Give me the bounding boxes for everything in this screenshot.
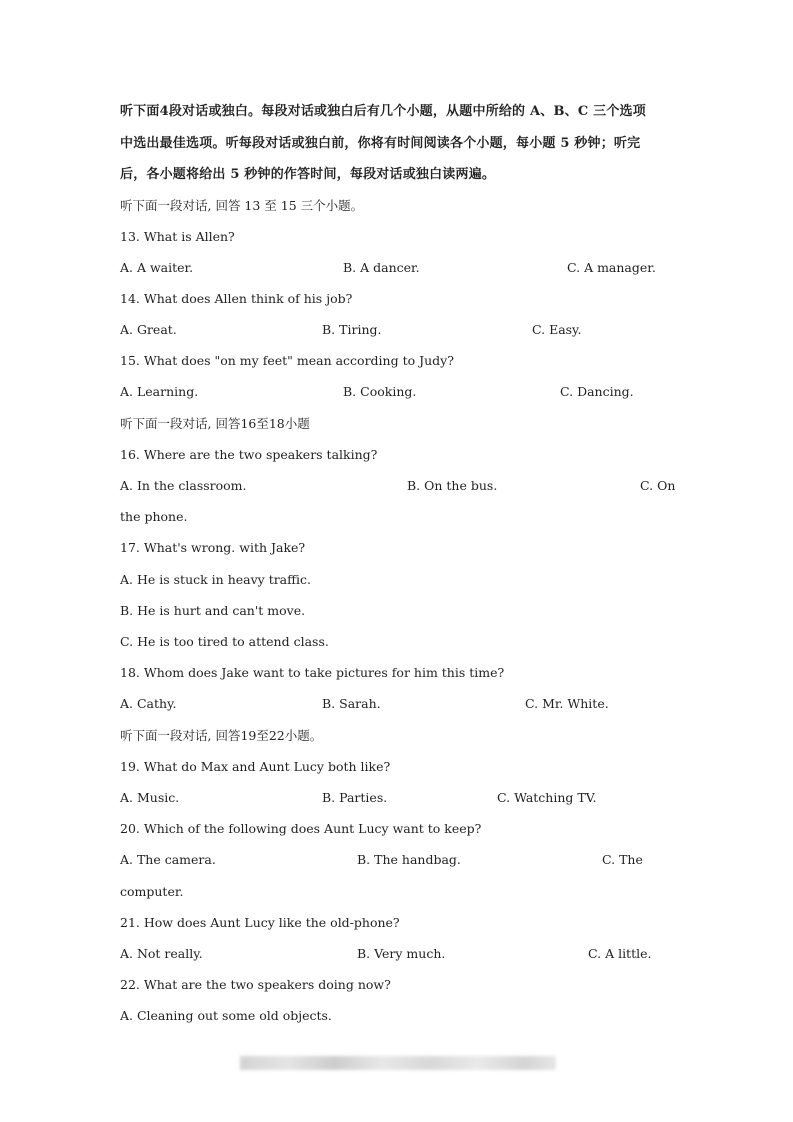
question-16-stem: 16. Where are the two speakers talking? [120,447,378,462]
question-14-stem: 14. What does Allen think of his job? [120,291,353,306]
question-13-option-b: B. A dancer. [343,260,420,275]
question-18-option-b: B. Sarah. [322,696,381,711]
question-16-option-a: A. In the classroom. [120,478,247,493]
section-2-intro: 听下面一段对话, 回答16至18小题 [120,416,310,431]
instructions-line-2: 中选出最佳选项。听每段对话或独白前，你将有时间阅读各个小题，每小题 5 秒钟；听完 [120,136,641,151]
question-17-option-b: B. He is hurt and can't move. [120,603,306,618]
question-20-stem: 20. Which of the following does Aunt Lucy want to keep? [120,821,482,836]
question-20-option-c-continued: computer. [120,884,184,899]
question-21-stem: 21. How does Aunt Lucy like the old-phone? [120,915,400,930]
question-17-option-c: C. He is too tired to attend class. [120,634,329,649]
question-15-stem: 15. What does "on my feet" mean according to Judy? [120,353,454,368]
section-3-intro: 听下面一段对话, 回答19至22小题。 [120,728,323,743]
question-15-option-b: B. Cooking. [343,384,417,399]
question-18-stem: 18. Whom does Jake want to take pictures for him this time? [120,665,505,680]
question-16-option-c-continued: the phone. [120,509,188,524]
question-13-option-a: A. A waiter. [120,260,194,275]
question-22-option-a: A. Cleaning out some old objects. [120,1008,332,1023]
question-14-option-b: B. Tiring. [322,322,382,337]
question-21-option-b: B. Very much. [357,946,446,961]
question-20-option-b: B. The handbag. [357,852,461,867]
question-19-option-c: C. Watching TV. [497,790,597,805]
question-21-option-a: A. Not really. [120,946,203,961]
question-18-option-c: C. Mr. White. [525,696,609,711]
blurred-footer-watermark [240,1056,556,1070]
question-21-option-c: C. A little. [588,946,652,961]
question-20-option-c: C. The [602,852,643,867]
question-19-option-b: B. Parties. [322,790,388,805]
instructions-line-1: 听下面4段对话或独白。每段对话或独白后有几个小题，从题中所给的 A、B、C 三个选项 [120,104,646,119]
question-17-option-a: A. He is stuck in heavy traffic. [120,572,311,587]
question-13-option-c: C. A manager. [567,260,656,275]
instructions-line-3: 后，各小题将给出 5 秒钟的作答时间，每段对话或独白读两遍。 [120,167,496,182]
question-13-stem: 13. What is Allen? [120,229,235,244]
question-17-stem: 17. What's wrong. with Jake? [120,540,306,555]
section-1-intro: 听下面一段对话, 回答 13 至 15 三个小题。 [120,198,364,213]
question-15-option-c: C. Dancing. [560,384,634,399]
question-16-option-c: C. On [640,478,676,493]
question-20-option-a: A. The camera. [120,852,216,867]
question-15-option-a: A. Learning. [120,384,199,399]
question-19-option-a: A. Music. [120,790,180,805]
question-14-option-c: C. Easy. [532,322,582,337]
question-22-stem: 22. What are the two speakers doing now? [120,977,391,992]
question-14-option-a: A. Great. [120,322,177,337]
question-18-option-a: A. Cathy. [120,696,177,711]
question-19-stem: 19. What do Max and Aunt Lucy both like? [120,759,391,774]
question-16-option-b: B. On the bus. [407,478,498,493]
